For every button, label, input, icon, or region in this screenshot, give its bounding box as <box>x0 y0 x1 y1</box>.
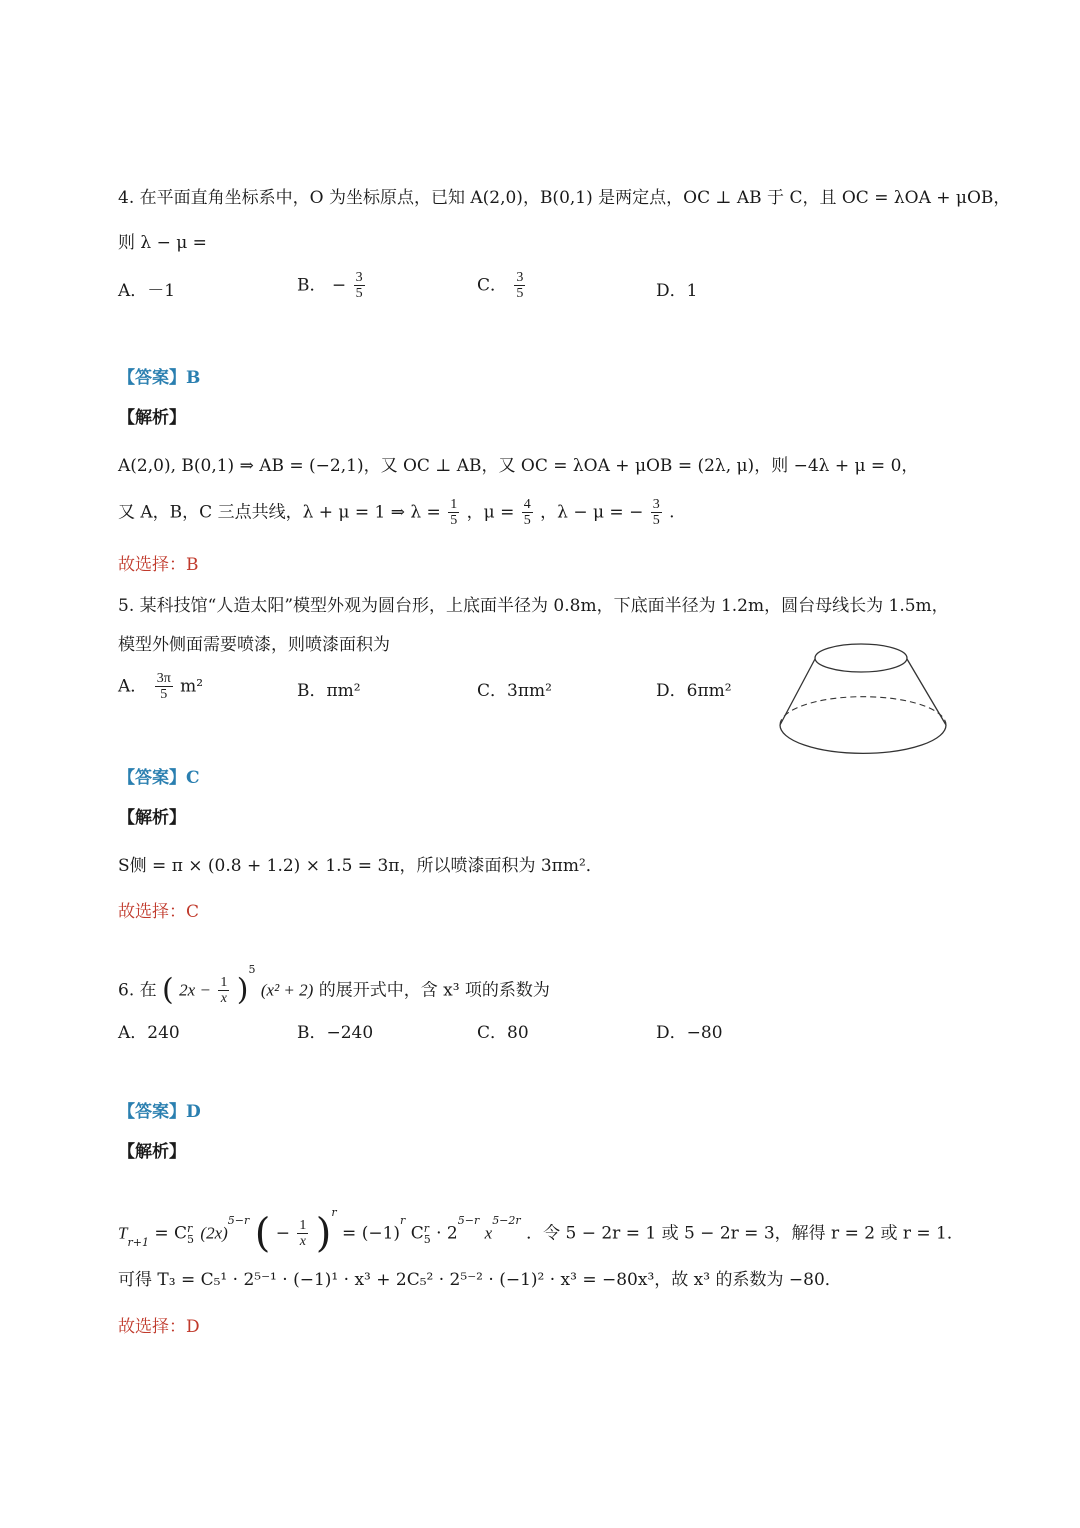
q5-option-a-unit: m² <box>180 676 204 697</box>
q4-option-c <box>477 270 527 301</box>
fraction-numerator: 3π <box>156 671 171 686</box>
equals-c: = C <box>154 1223 188 1244</box>
q5-option-b: B．πm² <box>297 681 361 701</box>
q4-option-c-fraction <box>514 270 525 301</box>
fraction-denominator: x <box>220 991 227 1006</box>
q6-expr-second: (x² + 2) <box>260 980 314 1000</box>
solution-text: ，μ = <box>466 502 515 523</box>
q4-option-c-label: C． <box>477 275 508 296</box>
q4-stem-line-1: 4. 在平面直角坐标系中，O 为坐标原点，已知 A(2,0)，B(0,1) 是两定点，OC ⊥ AB 于 C，且 OC = λOA + μOB， <box>118 188 1011 208</box>
base-exponent: 5−r <box>227 1214 250 1227</box>
q6-solution-fraction <box>297 1218 308 1249</box>
q5-analysis-heading: 【解析】 <box>118 808 186 828</box>
q5-option-d: D．6πm² <box>656 681 732 701</box>
mu-fraction <box>522 497 533 528</box>
q4-option-b-sign: − <box>331 275 347 296</box>
q5-stem-line-2: 模型外侧面需要喷漆，则喷漆面积为 <box>118 635 390 655</box>
q6-expr-part: 2x − <box>179 980 211 1000</box>
fraction-denominator: 5 <box>355 286 363 301</box>
q5-solution: S侧 = π × (0.8 + 1.2) × 1.5 = 3π，所以喷漆面积为 3πm²． <box>118 856 603 876</box>
fraction-denominator: 5 <box>523 513 531 528</box>
q6-stem <box>118 948 550 1013</box>
q6-stem-suffix: 的展开式中，含 x³ 项的系数为 <box>318 980 550 1001</box>
q4-option-d: D．1 <box>656 281 698 301</box>
q6-solution-line-1 <box>118 1188 964 1268</box>
q4-solution-line-1: A(2,0), B(0,1) ⇒ AB = (−2,1)，又 OC ⊥ AB，又 OC = λOA + μOB = (2λ, μ)，则 −4λ + μ = 0， <box>118 456 919 476</box>
minus-sign: − <box>275 1223 290 1244</box>
q4-final-choice: 故选择：B <box>118 555 199 575</box>
two-factor: · 2 <box>436 1223 458 1244</box>
q6-option-c: C．80 <box>477 1023 529 1043</box>
fraction-denominator: 5 <box>516 286 524 301</box>
q4-solution-line-2 <box>118 497 675 528</box>
fraction-numerator: 4 <box>523 497 531 512</box>
q6-option-b: B．−240 <box>297 1023 374 1043</box>
q6-stem-fraction <box>218 975 229 1006</box>
frustum-figure <box>770 632 955 767</box>
q5-option-a-fraction <box>155 671 173 702</box>
frustum-left-generatrix <box>780 659 815 725</box>
q4-analysis-heading: 【解析】 <box>118 408 186 428</box>
q4-option-b <box>297 270 367 301</box>
q5-option-c: C．3πm² <box>477 681 552 701</box>
q6-analysis-heading: 【解析】 <box>118 1142 186 1162</box>
q5-final-choice: 故选择：C <box>118 902 200 922</box>
q4-option-a: A．－1 <box>118 281 176 301</box>
term-symbol: T <box>118 1223 128 1243</box>
frustum-top-ellipse <box>815 644 907 672</box>
open-paren: ( <box>162 972 174 1008</box>
fraction-denominator: 5 <box>160 687 168 702</box>
fraction-denominator: 5 <box>652 513 660 528</box>
q4-answer: 【答案】B <box>118 368 201 388</box>
outer-exponent: r <box>331 1206 337 1219</box>
solution-text: . <box>669 502 675 523</box>
two-exponent: 5−r <box>457 1214 480 1227</box>
fraction-denominator: x <box>299 1234 306 1249</box>
fraction-denominator: 5 <box>450 513 458 528</box>
q6-option-a: A．240 <box>118 1023 180 1043</box>
close-paren: ) <box>315 1210 332 1257</box>
close-paren: ) <box>236 972 249 1008</box>
q4-option-b-label: B． <box>297 275 327 296</box>
frustum-bottom-front-arc <box>780 725 946 753</box>
open-paren: ( <box>254 1210 271 1257</box>
lambda-fraction <box>448 497 459 528</box>
base-term: (2x) <box>200 1223 228 1243</box>
q5-option-a <box>118 671 203 702</box>
q6-solution-line-2: 可得 T₃ = C₅¹ · 2⁵⁻¹ · (−1)¹ · x³ + 2C₅² · 2⁵⁻² · (−1)² · x³ = −80x³，故 x³ 的系数为 −80． <box>118 1270 842 1290</box>
frustum-right-generatrix <box>907 659 946 725</box>
binomial-indices: r 5 <box>423 1221 431 1246</box>
fraction-numerator: 3 <box>355 270 363 285</box>
solution-text: 又 A，B，C 三点共线，λ + μ = 1 ⇒ λ = <box>118 502 441 523</box>
q5-option-a-label: A． <box>118 676 148 697</box>
fraction-numerator: 3 <box>516 270 524 285</box>
term-subscript: r+1 <box>127 1236 149 1249</box>
sign-exponent: r <box>400 1214 406 1227</box>
q4-stem-line-2: 则 λ − μ = <box>118 233 207 253</box>
fraction-numerator: 1 <box>220 975 228 990</box>
q6-exponent: 5 <box>248 963 256 976</box>
x-factor: x <box>484 1223 493 1243</box>
q6-final-choice: 故选择：D <box>118 1317 200 1337</box>
result-fraction <box>651 497 662 528</box>
q6-solution-tail: ．令 5 − 2r = 1 或 5 − 2r = 3，解得 r = 2 或 r = 1． <box>526 1223 964 1244</box>
c-symbol: C <box>410 1223 424 1244</box>
x-exponent: 5−2r <box>492 1214 521 1227</box>
solution-text: ，λ − μ = − <box>540 502 644 523</box>
q6-option-d: D．−80 <box>656 1023 723 1043</box>
sign-factor: = (−1) <box>342 1223 401 1244</box>
q6-answer: 【答案】D <box>118 1102 201 1122</box>
fraction-numerator: 3 <box>652 497 660 512</box>
fraction-numerator: 1 <box>299 1218 307 1233</box>
fraction-numerator: 1 <box>450 497 458 512</box>
q6-stem-prefix: 6. 在 <box>118 980 157 1001</box>
frustum-bottom-back-arc <box>780 697 946 725</box>
binomial-indices: r 5 <box>187 1221 195 1246</box>
q5-stem-line-1: 5. 某科技馆“人造太阳”模型外观为圆台形，上底面半径为 0.8m，下底面半径为 1.2m，圆台母线长为 1.5m， <box>118 596 949 616</box>
q5-answer: 【答案】C <box>118 768 200 788</box>
q4-option-b-fraction <box>354 270 365 301</box>
